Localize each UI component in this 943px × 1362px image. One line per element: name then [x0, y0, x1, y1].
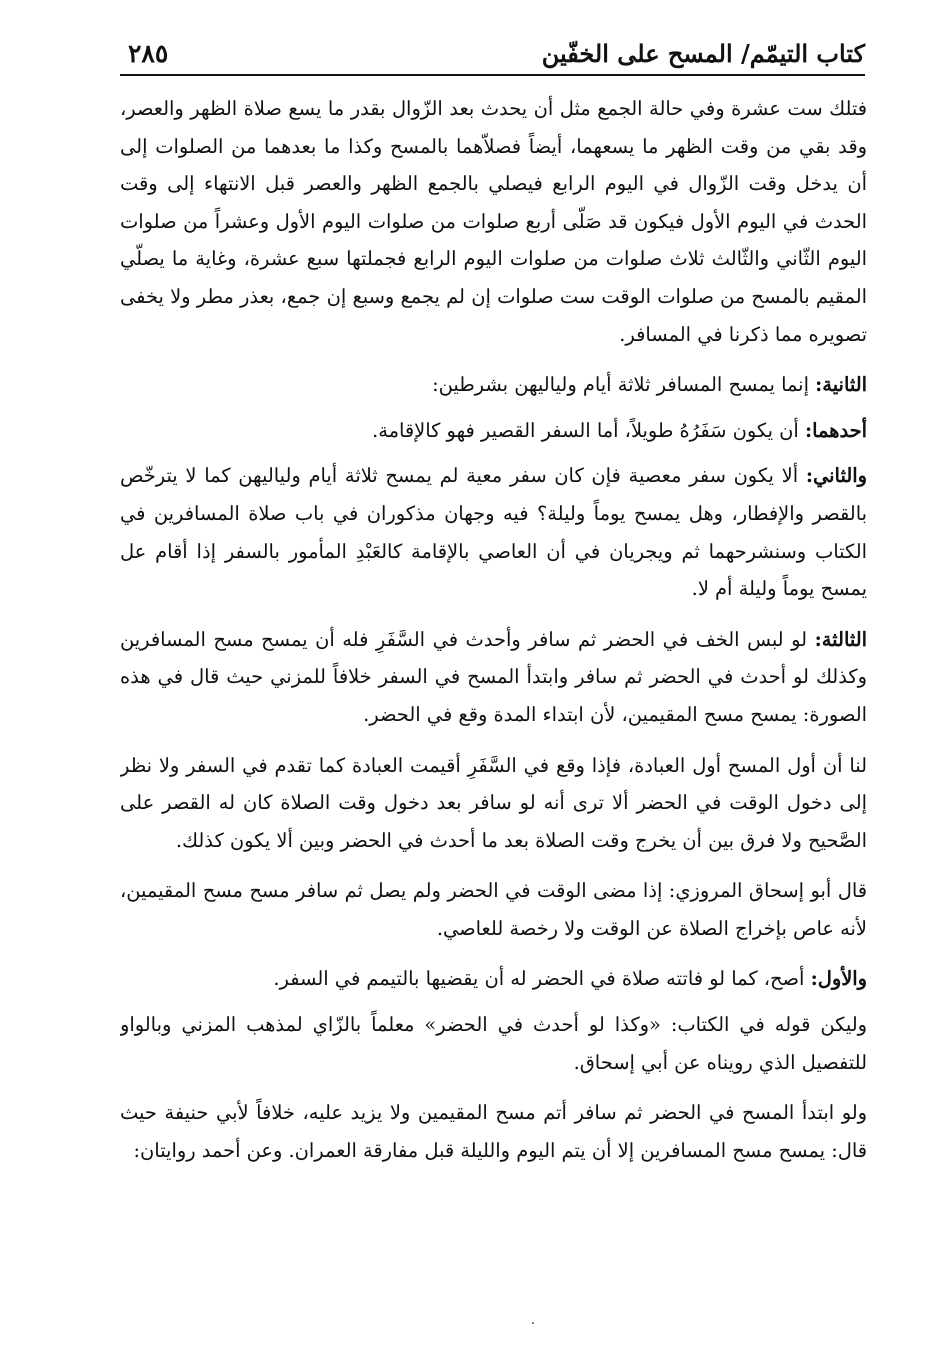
page-number: ٢٨٥ — [128, 39, 169, 68]
running-title: كتاب التيمّم/ المسح على الخفّين — [541, 39, 865, 68]
page-body — [120, 90, 867, 1338]
paragraph-2-text: إنما يمسح المسافر ثلاثة أيام ولياليهن بشرطين: — [432, 373, 809, 397]
paragraph-4 — [120, 457, 867, 607]
paragraph-3 — [120, 412, 867, 450]
paragraph-8 — [120, 960, 867, 998]
paragraph-1: فتلك ست عشرة وفي حالة الجمع مثل أن يحدث بعد الزّوال بقدر ما يسع صلاة الظهر والعصر، وقد بقي من وقت الظهر ما يسعهما، أيضاً فصلاّهما بالمسح وكذا ما بعدهما من الصلوات إلى أن يدخل وقت الزّوال في اليوم الرابع فيصلي بالجمع الظهر والعصر قبل الانتهاء إلى وقت الحدث في اليوم الأول فيكون قد صَلّى أربع صلوات من صلوات اليوم الأول وعشراً من صلوات اليوم الثّاني والثّالث ثلاث صلوات من صلوات اليوم الرابع فجملتها سبع عشرة، وغاية ما يصلّي المقيم بالمسح من صلوات الوقت ست صلوات إن لم يجمع وسبع إن جمع، بعذر مطر ولا يخفى تصويره مما ذكرنا في المسافر. — [120, 97, 867, 346]
paragraph-2-lead: الثانية: — [815, 373, 867, 397]
paragraph-5-lead: الثالثة: — [814, 627, 867, 651]
paragraph-2 — [120, 366, 867, 404]
paragraph-5-text: لو لبس الخف في الحضر ثم سافر وأحدث في السَّفَرِ فله أن يمسح مسح المسافرين وكذلك لو أحدث في الحضر ثم سافر وابتدأ المسح في السفر خلافاً للمزني حيث قال في هذه الصورة: يمسح مسح المقيمين، لأن ابتداء المدة وقع في الحضر. — [120, 627, 867, 726]
paragraph-8-text: أصح، كما لو فاتته صلاة في الحضر له أن يقضيها بالتيمم في السفر. — [273, 967, 805, 991]
paragraph-6: لنا أن أول المسح أول العبادة، فإذا وقع في السَّفَرِ أقيمت العبادة كما تقدم في السفر ولا نظر إلى دخول الوقت في الحضر ألا ترى أنه لو سافر بعد دخول وقت الصلاة كان له القصر على الصَّحيح ولا فرق بين أن يخرج وقت الصلاة بعد ما أحدث في الحضر وبين ألا يكون كذلك. — [120, 753, 867, 852]
page-header — [120, 28, 865, 74]
paragraph-9: وليكن قوله في الكتاب: «وكذا لو أحدث في الحضر» معلماً بالزّاي لمذهب المزني وبالواو للتفصيل الذي رويناه عن أبي إسحاق. — [120, 1013, 867, 1074]
paragraph-3-text: أن يكون سَفَرُهُ طويلاً، أما السفر القصير فهو كالإقامة. — [372, 418, 799, 442]
paragraph-3-lead: أحدهما: — [804, 418, 867, 442]
paragraph-5 — [120, 621, 867, 734]
header-rule — [120, 74, 865, 76]
paragraph-4-text: ألا يكون سفر معصية فإن كان سفر معية لم يمسح ثلاثة أيام ولياليهن كما لا يترخّص بالقصر والإفطار، وهل يمسح يوماً وليلة؟ فيه وجهان مذكوران في باب صلاة المسافرين في الكتاب وسنشرحهما ثم ويجريان في أن العاصي بالإقامة كالعَبْدِ المأمور بالسفر إذا أقام عل يمسح يوماً وليلة أم لا. — [120, 464, 867, 601]
paragraph-8-lead: والأول: — [810, 967, 867, 991]
scan-speck — [532, 1322, 534, 1324]
paragraph-10: ولو ابتدأ المسح في الحضر ثم سافر أتم مسح المقيمين ولا يزيد عليه، خلافاً لأبي حنيفة حيث قال: يمسح مسح المسافرين إلا أن يتم اليوم والليلة قبل مفارقة العمران. وعن أحمد روايتان: — [120, 1101, 867, 1162]
paragraph-7: قال أبو إسحاق المروزي: إذا مضى الوقت في الحضر ولم يصل ثم سافر مسح مسح المقيمين، لأنه عاص بإخراج الصلاة عن الوقت ولا رخصة للعاصي. — [120, 879, 867, 940]
paragraph-4-lead: والثاني: — [805, 464, 867, 488]
